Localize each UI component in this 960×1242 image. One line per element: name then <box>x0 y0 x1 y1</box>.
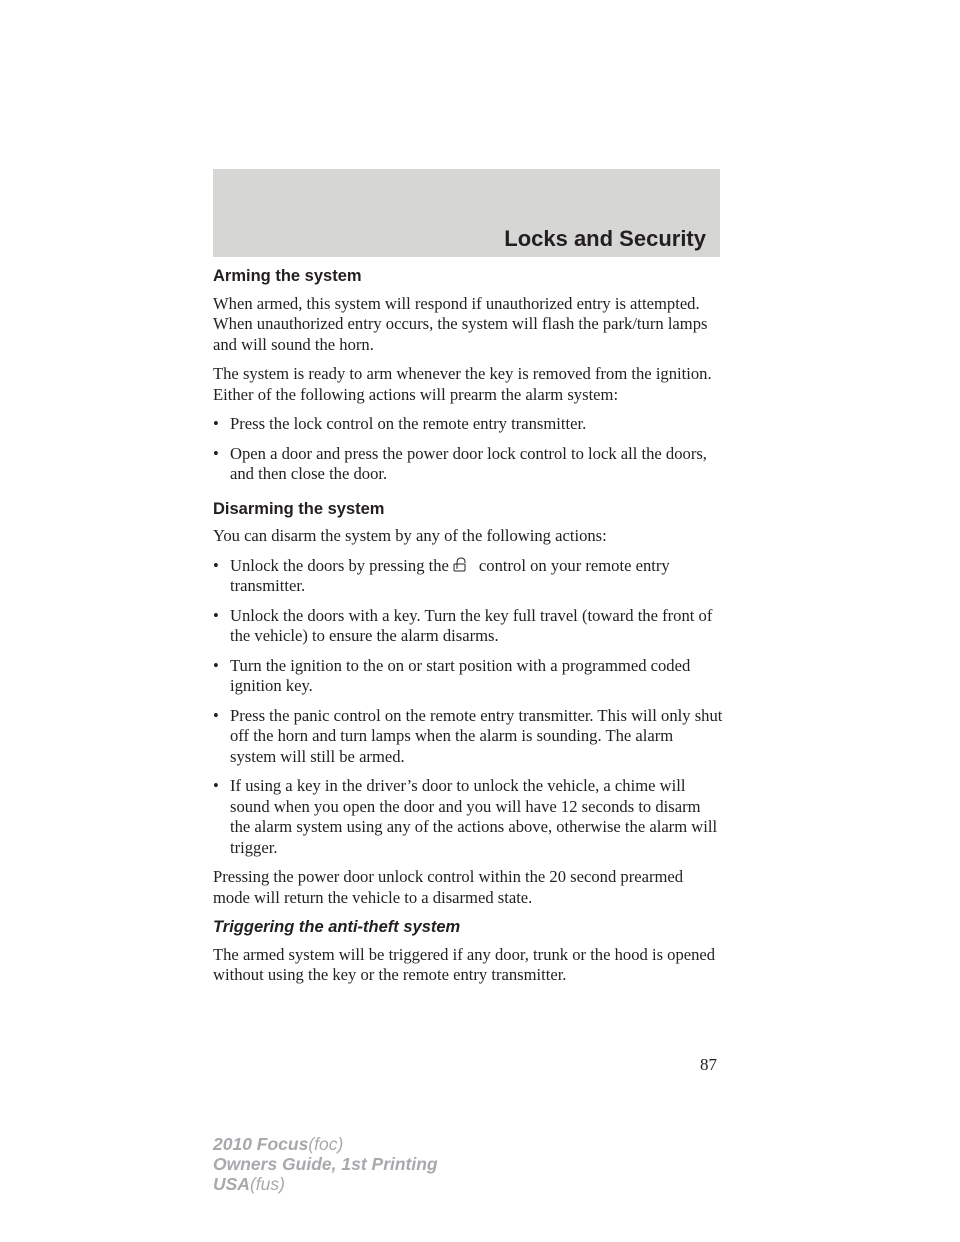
footer-line-3 <box>213 1174 438 1194</box>
list-item <box>213 606 723 647</box>
arming-paragraph-2: The system is ready to arm whenever the key is removed from the ignition. Either of the following actions will prearm the alarm system: <box>213 364 712 404</box>
list-item <box>213 444 723 485</box>
list-item <box>213 706 723 768</box>
list-item <box>213 414 723 435</box>
list-item-text-post: control on your remote entry transmitter. <box>230 555 670 595</box>
list-item <box>213 656 723 697</box>
print-footer <box>213 1134 438 1194</box>
list-item-text: Turn the ignition to the on or start position with a programmed coded ignition key. <box>230 655 691 695</box>
footer-line-1 <box>213 1134 438 1154</box>
disarming-closing: Pressing the power door unlock control within the 20 second prearmed mode will return the vehicle to a disarmed state. <box>213 867 684 907</box>
heading-triggering: Triggering the anti-theft system <box>213 918 461 936</box>
footer-market: USA <box>213 1174 250 1194</box>
page-content <box>213 266 723 995</box>
unlock-icon <box>449 556 479 572</box>
bullet-dot: • <box>213 414 219 433</box>
page-number: 87 <box>700 1055 717 1074</box>
heading-arming: Arming the system <box>213 267 362 285</box>
footer-line-2: Owners Guide, 1st Printing <box>213 1154 438 1174</box>
heading-disarming: Disarming the system <box>213 499 385 518</box>
footer-model-code: (foc) <box>308 1134 344 1154</box>
list-item-text: Press the lock control on the remote entry transmitter. <box>230 414 587 433</box>
arming-paragraph-1: When armed, this system will respond if unauthorized entry is attempted. When unauthorized entry occurs, the system will flash the park/turn lamps and will sound the horn. <box>213 293 708 354</box>
bullet-dot: • <box>213 776 219 795</box>
footer-model: 2010 Focus <box>213 1134 309 1154</box>
list-item-text: If using a key in the driver’s door to unlock the vehicle, a chime will sound when you open the door and you will have 12 seconds to disarm the alarm system using any of the actions above, otherwise the alarm will trigger. <box>230 776 718 857</box>
bullet-dot: • <box>213 605 219 625</box>
list-item <box>213 776 723 858</box>
list-item <box>213 556 723 597</box>
list-item-text: Press the panic control on the remote entry transmitter. This will only shut off the horn and turn lamps when the alarm is sounding. The alarm system will still be armed. <box>230 705 723 766</box>
bullet-dot: • <box>213 705 219 725</box>
bullet-dot: • <box>213 555 219 575</box>
triggering-paragraph: The armed system will be triggered if any door, trunk or the hood is opened without using the key or the remote entry transmitter. <box>213 944 716 984</box>
section-header-band <box>213 169 720 257</box>
bullet-dot: • <box>213 443 219 463</box>
list-item-text: Unlock the doors with a key. Turn the key full travel (toward the front of the vehicle) to ensure the alarm disarms. <box>230 605 713 645</box>
list-item-text: Open a door and press the power door lock control to lock all the doors, and then close the door. <box>230 443 707 483</box>
disarming-intro: You can disarm the system by any of the following actions: <box>213 526 607 545</box>
footer-market-code: (fus) <box>249 1174 285 1194</box>
section-title: Locks and Security <box>504 226 706 251</box>
list-item-text-pre: Unlock the doors by pressing the <box>230 555 449 575</box>
bullet-dot: • <box>213 655 219 675</box>
